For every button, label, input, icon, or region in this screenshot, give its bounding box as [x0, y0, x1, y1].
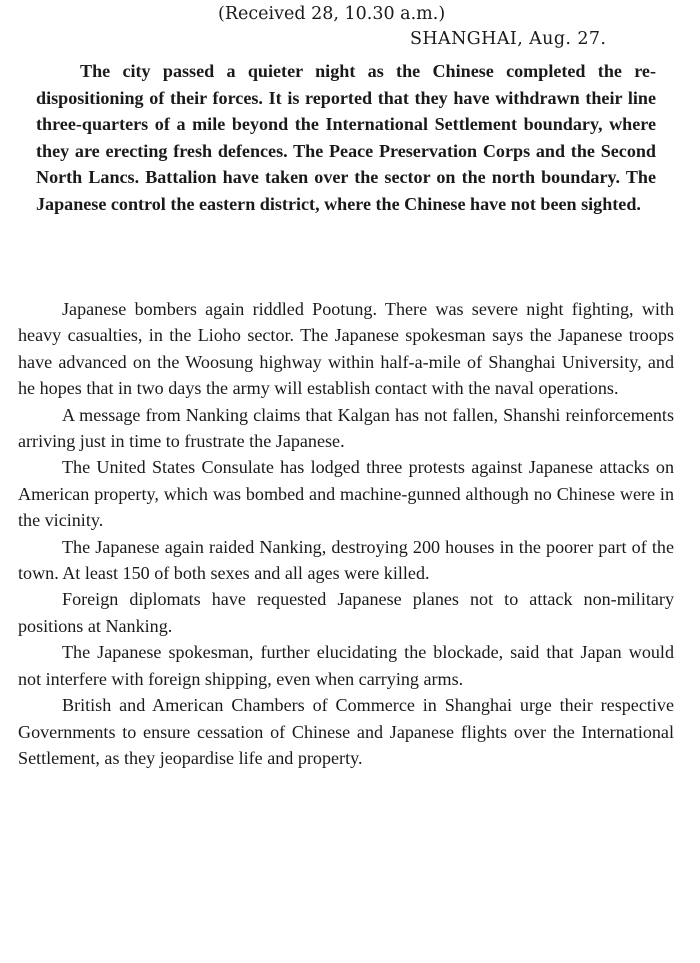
paragraph-kalgan: A message from Nanking claims that Kalgan has not fallen, Shanshi reinforcements arriving just in time to frustrate the Japanese. — [18, 404, 674, 452]
lead-paragraph: The city passed a quieter night as the Chinese completed the re-dispositioning of their forces. It is reported that they have withdrawn their line three-quarters of a mile beyond the International Settlement boundary, where they are erecting fresh defences. The Peace Preservation Corps and the Second North Lancs. Battalion have taken over the sector on the north boundary. The Japanese control the eastern district, where the Chinese have not been sighted. — [36, 61, 656, 214]
paragraph-foreign-diplomats: Foreign diplomats have requested Japanese planes not to attack non-military positions at Nanking. — [18, 589, 674, 636]
received-timestamp: (Received 28, 10.30 a.m.) — [218, 4, 446, 24]
paragraph-blockade: The Japanese spokesman, further elucidating the blockade, said that Japan would not interfere with foreign shipping, even when carrying arms. — [18, 642, 674, 689]
paragraph-nanking-raid: The Japanese again raided Nanking, destroying 200 houses in the poorer part of the town. At least 150 of both sexes and all ages were killed. — [18, 536, 674, 584]
paragraph-chambers-of-commerce: British and American Chambers of Commerce in Shanghai urge their respective Governments to ensure cessation of Chinese and Japanese flights over the International Settlement, as they jeopardise life and property. — [18, 695, 674, 768]
article-body — [18, 296, 674, 771]
paragraph-us-consulate: The United States Consulate has lodged three protests against Japanese attacks on American property, which was bombed and machine-gunned although no Chinese were in the vicinity. — [18, 457, 674, 531]
dateline: SHANGHAI, Aug. 27. — [410, 29, 607, 49]
paragraph-pootung: Japanese bombers again riddled Pootung. There was severe night fighting, with heavy casualties, in the Lioho sector. The Japanese spokesman says the Japanese troops have advanced on the Woosung highway within half-a-mile of Shanghai University, and he hopes that in two days the army will establish contact with the naval operations. — [18, 299, 674, 399]
